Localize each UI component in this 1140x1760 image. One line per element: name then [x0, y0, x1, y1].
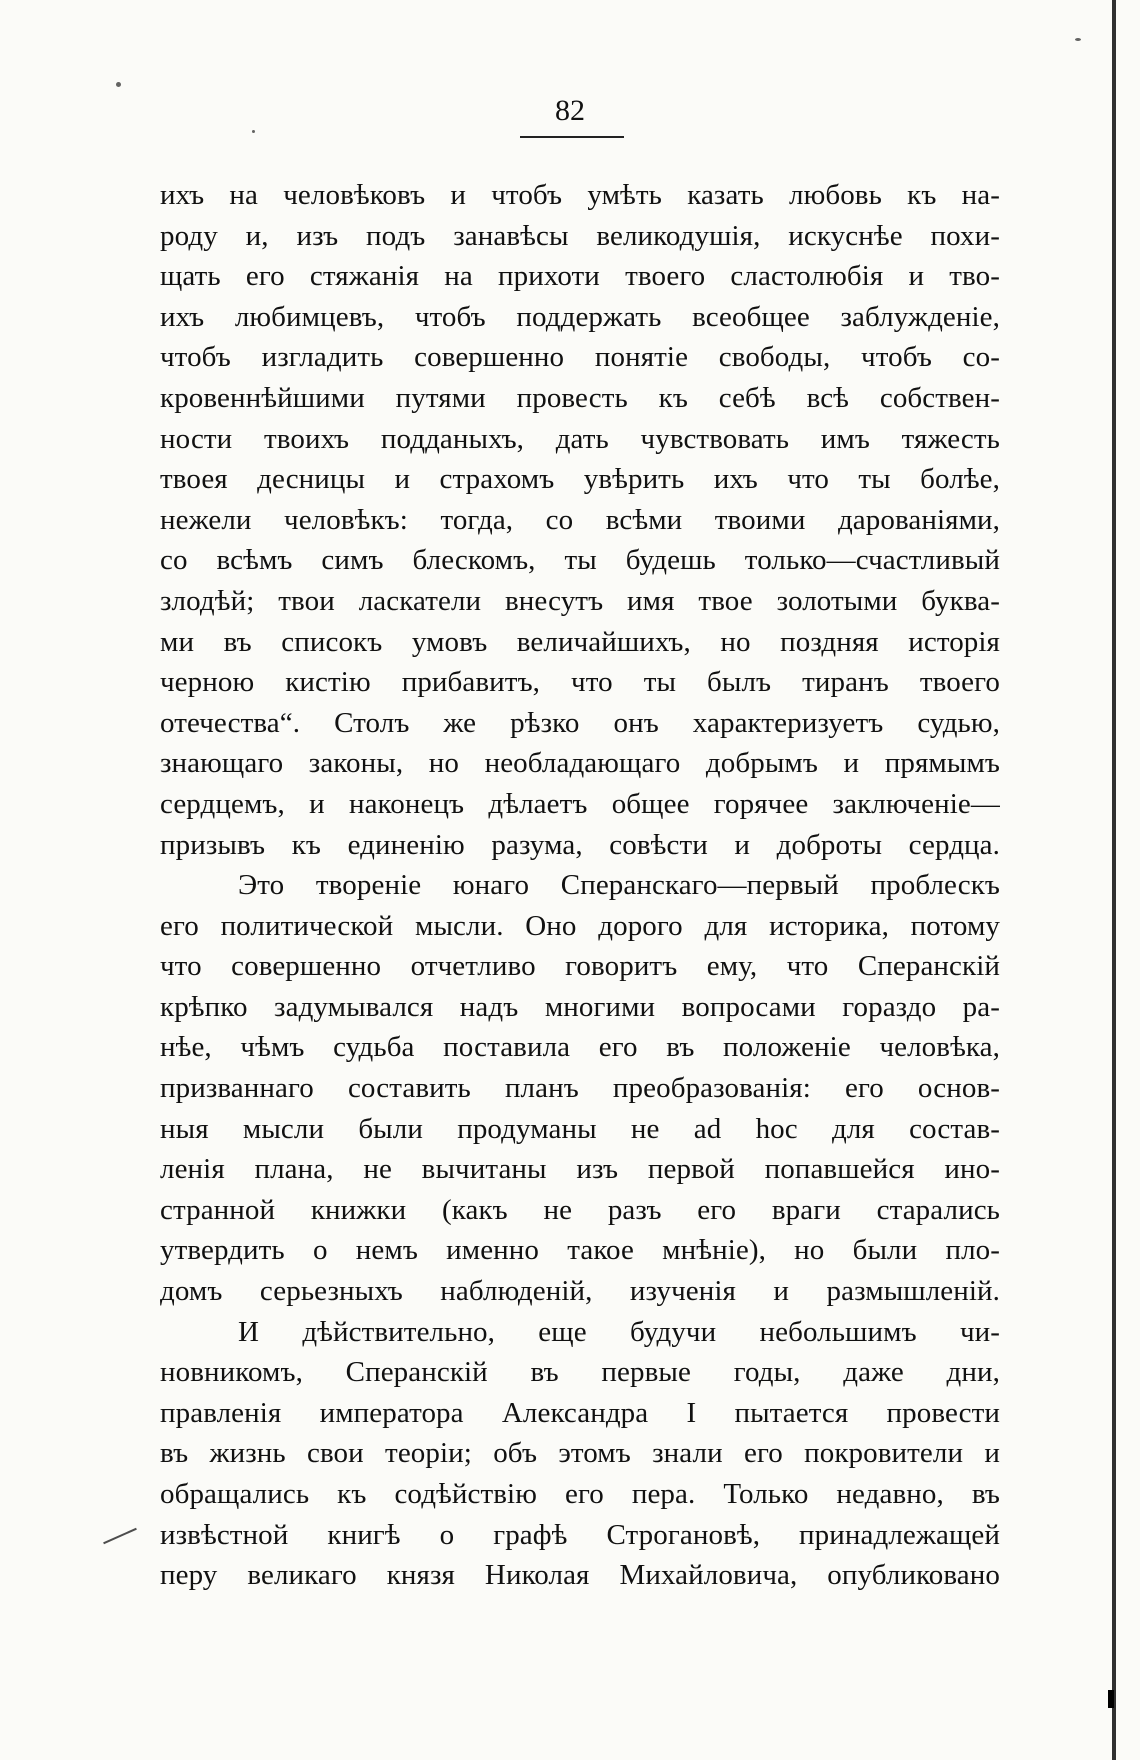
- text-line: ныя мысли были продуманы не ad hoc для состав-: [160, 1112, 1000, 1145]
- text-line: призывъ къ единенію разума, совѣсти и доброты сердца.: [160, 828, 1000, 861]
- text-line: крѣпко задумывался надъ многими вопросами гораздо ра-: [160, 990, 1000, 1023]
- text-line: роду и, изъ подъ занавѣсы великодушія, искуснѣе похи-: [160, 219, 1000, 252]
- text-line: твоея десницы и страхомъ увѣрить ихъ что ты болѣе,: [160, 463, 1000, 496]
- text-line: со всѣмъ симъ блескомъ, ты будешь только—счастливый: [160, 544, 1000, 577]
- text-line: злодѣй; твои ласкатели внесутъ имя твое золотыми буква-: [160, 584, 1000, 617]
- text-line: чтобъ изгладить совершенно понятіе свободы, чтобъ со-: [160, 341, 1000, 374]
- body-text: [160, 175, 1000, 1596]
- text-line: ленія плана, не вычитаны изъ первой попавшейся ино-: [160, 1153, 1000, 1186]
- page-number: 82: [555, 94, 585, 127]
- text-line: извѣстной книгѣ о графѣ Строгановѣ, принадлежащей: [160, 1518, 1000, 1551]
- text-line: новникомъ, Сперанскій въ первые годы, даже дни,: [160, 1356, 1000, 1389]
- ink-speck: [116, 82, 121, 87]
- text-line: домъ серьезныхъ наблюденій, изученія и размышленій.: [160, 1275, 1000, 1308]
- text-line: сердцемъ, и наконецъ дѣлаетъ общее горячее заключеніе—: [160, 787, 1000, 820]
- text-line: нѣе, чѣмъ судьба поставила его въ положеніе человѣка,: [160, 1031, 1000, 1064]
- text-line: ности твоихъ подданыхъ, дать чувствовать имъ тяжесть: [160, 422, 1000, 455]
- text-line: отечества“. Столъ же рѣзко онъ характеризуетъ судью,: [160, 706, 1000, 739]
- ink-speck: [1075, 38, 1081, 41]
- page-edge-line: [1112, 0, 1116, 1760]
- text-line: знающаго законы, но необладающаго добрымъ и прямымъ: [160, 747, 1000, 780]
- text-line: странной книжки (какъ не разъ его враги старались: [160, 1193, 1000, 1226]
- text-line: перу великаго князя Николая Михайловича, опубликовано: [160, 1559, 1000, 1592]
- paragraph-start-line: Это твореніе юнаго Сперанскаго—первый проблескъ: [238, 869, 1000, 902]
- paragraph-start-line: И дѣйствительно, еще будучи небольшимъ чи-: [238, 1315, 1000, 1348]
- text-line: его политической мысли. Оно дорого для историка, потому: [160, 909, 1000, 942]
- page-number-rule: [520, 136, 624, 138]
- text-line: обращались къ содѣйствію его пера. Только недавно, въ: [160, 1478, 1000, 1510]
- page-edge-mark: [1108, 1690, 1114, 1708]
- margin-pencil-mark: [103, 1528, 137, 1544]
- text-line: что совершенно отчетливо говоритъ ему, что Сперанскій: [160, 950, 1000, 983]
- text-line: ихъ любимцевъ, чтобъ поддержать всеобщее заблужденіе,: [160, 300, 1000, 333]
- text-line: утвердить о немъ именно такое мнѣніе), но были пло-: [160, 1234, 1000, 1267]
- text-line: въ жизнь свои теоріи; объ этомъ знали его покровители и: [160, 1437, 1000, 1470]
- text-line: черною кистію прибавитъ, что ты былъ тиранъ твоего: [160, 666, 1000, 699]
- ink-speck: [252, 130, 255, 133]
- text-line: щать его стяжанія на прихоти твоего сластолюбія и тво-: [160, 260, 1000, 293]
- text-line: правленія императора Александра I пытается провести: [160, 1396, 1000, 1429]
- text-line: призваннаго составить планъ преобразованія: его основ-: [160, 1072, 1000, 1105]
- text-line: ми въ списокъ умовъ величайшихъ, но поздняя исторія: [160, 625, 1000, 658]
- text-line: нежели человѣкъ: тогда, со всѣми твоими дарованіями,: [160, 503, 1000, 536]
- text-line: ихъ на человѣковъ и чтобъ умѣть казать любовь къ на-: [160, 179, 1000, 211]
- text-line: кровеннѣйшими путями провесть къ себѣ всѣ собствен-: [160, 381, 1000, 414]
